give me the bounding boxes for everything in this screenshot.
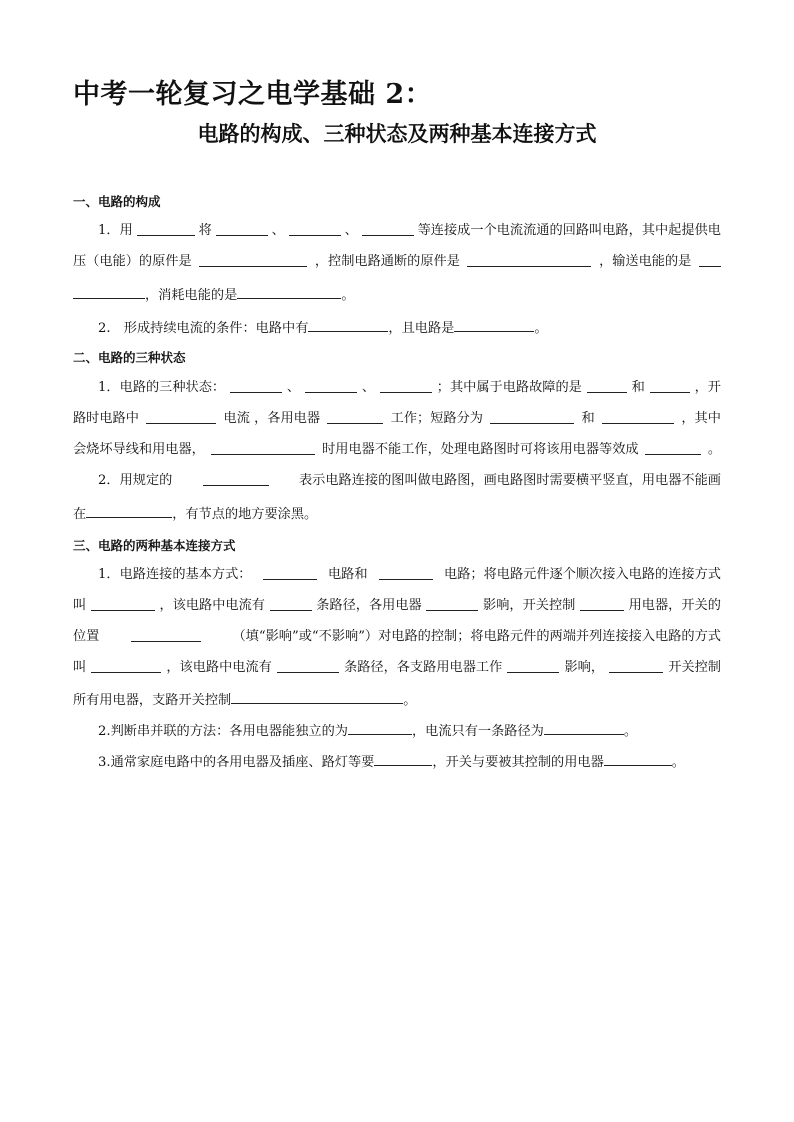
text-segment: 2．用规定的 (98, 473, 173, 488)
answer-blank[interactable] (305, 379, 357, 393)
text-segment: ，该电路中电流有 (166, 660, 272, 675)
text-segment: 表示电路连接的图叫做电路图，画电路图时需要横平竖直，用电器不能画 (298, 473, 721, 488)
text-segment: 影响，开关控制 (483, 598, 576, 613)
answer-blank[interactable] (230, 379, 282, 393)
answer-blank[interactable] (263, 566, 317, 580)
answer-blank[interactable] (380, 379, 432, 393)
text-segment: 将 (198, 223, 212, 238)
text-segment: 条路径，各用电器 (316, 598, 422, 613)
text-segment: 。 (403, 693, 417, 708)
text-segment: 时用电器不能工作，处理电路图时可将该用电器等效成 (322, 442, 639, 457)
text-segment: 在 (73, 507, 87, 522)
answer-blank[interactable] (289, 222, 341, 236)
text-segment: 用电器，开关的 (628, 598, 721, 613)
text-segment: 位置 (73, 629, 100, 644)
answer-blank[interactable] (211, 441, 315, 455)
text-segment: 和 (631, 380, 645, 395)
answer-blank[interactable] (580, 597, 624, 611)
answer-blank[interactable] (237, 285, 341, 299)
s2-q1-line-1 (98, 379, 721, 397)
text-segment: ，开 (694, 380, 721, 395)
s1-q1-line-2 (73, 253, 721, 271)
s3-q1-line-1 (98, 566, 721, 584)
answer-blank[interactable] (604, 752, 672, 766)
text-segment: 1．用 (98, 223, 133, 238)
answer-blank[interactable] (327, 410, 383, 424)
s1-q1-line-1 (98, 222, 721, 240)
text-segment: 等连接成一个电流流通的回路叫电路，其中起提供电 (417, 223, 721, 238)
s3-q1-line-2 (73, 597, 721, 615)
s1-q1-line-3 (73, 285, 721, 305)
text-segment: 所有用电器，支路开关控制 (73, 693, 232, 708)
text-segment: （填“影响”或“不影响”）对电路的控制；将电路元件的两端并列连接接入电路的方式 (232, 629, 721, 644)
text-segment: 。 (341, 288, 355, 303)
section-heading-3: 三、电路的两种基本连接方式 (73, 538, 236, 553)
text-segment: 、 (344, 223, 358, 238)
answer-blank[interactable] (216, 222, 268, 236)
answer-blank[interactable] (374, 752, 432, 766)
answer-blank[interactable] (699, 253, 721, 267)
answer-blank[interactable] (426, 597, 478, 611)
text-segment: ，有节点的地方要涂黑。 (172, 507, 318, 522)
answer-blank[interactable] (137, 222, 195, 236)
answer-blank[interactable] (650, 379, 690, 393)
text-segment: 电流 ，各用电器 (223, 411, 321, 426)
text-segment: 3.通常家庭电路中的各用电器及插座、路灯等要 (98, 755, 375, 770)
text-segment: 路时电路中 (73, 411, 139, 426)
answer-blank[interactable] (602, 410, 674, 424)
answer-blank[interactable] (467, 253, 591, 267)
text-segment: 叫 (73, 598, 87, 613)
answer-blank[interactable] (379, 566, 433, 580)
answer-blank[interactable] (645, 441, 701, 455)
text-segment: ，且电路是 (388, 321, 455, 336)
text-segment: ，电流只有一条路径为 (411, 724, 544, 739)
text-segment: 1．电路的三种状态： (98, 380, 226, 395)
text-segment: 工作；短路分为 (390, 411, 483, 426)
answer-blank[interactable] (609, 659, 663, 673)
text-segment: 和 (581, 411, 595, 426)
text-segment: 。 (623, 724, 638, 739)
text-segment: ，该电路中电流有 (159, 598, 265, 613)
s3-q2-line (98, 721, 721, 741)
text-segment: 。 (707, 442, 721, 457)
answer-blank[interactable] (490, 410, 574, 424)
page-subtitle: 电路的构成、三种状态及两种基本连接方式 (197, 121, 597, 146)
section-heading-1: 一、电路的构成 (73, 194, 161, 209)
text-segment: 2. 形成持续电流的条件：电路中有 (98, 321, 309, 336)
answer-blank[interactable] (507, 659, 559, 673)
s2-q1-line-3 (73, 441, 721, 459)
s3-q3-line (98, 752, 721, 772)
answer-blank[interactable] (544, 721, 624, 735)
answer-blank[interactable] (91, 597, 155, 611)
text-segment: 、 (361, 380, 376, 395)
answer-blank[interactable] (362, 222, 414, 236)
section-heading-2: 二、电路的三种状态 (73, 350, 186, 365)
answer-blank[interactable] (308, 318, 388, 332)
answer-blank[interactable] (454, 318, 534, 332)
answer-blank[interactable] (199, 253, 307, 267)
answer-blank[interactable] (203, 472, 269, 486)
text-segment: 叫 (73, 660, 87, 675)
text-segment: 影响， (564, 660, 605, 675)
text-segment: 条路径，各支路用电器工作 (344, 660, 503, 675)
s3-q1-line-4 (73, 659, 721, 677)
text-segment: 电路和 (327, 567, 368, 582)
answer-blank[interactable] (270, 597, 312, 611)
answer-blank[interactable] (231, 690, 403, 704)
text-segment: 。 (534, 321, 548, 336)
text-segment: ，开关与要被其控制的用电器 (432, 755, 604, 770)
text-segment: 会烧坏导线和用电器， (73, 442, 205, 457)
s2-q2-line-2 (73, 504, 721, 524)
answer-blank[interactable] (73, 285, 145, 299)
answer-blank[interactable] (146, 410, 216, 424)
s2-q2-line-1 (98, 472, 721, 490)
s3-q1-line-3 (73, 628, 721, 646)
s3-q1-line-5 (73, 690, 721, 710)
text-segment: 开关控制 (668, 660, 721, 675)
text-segment: 压（电能）的原件是 (73, 254, 192, 269)
text-segment: ，其中 (681, 411, 721, 426)
page-title: 中考一轮复习之电学基础 2： (73, 79, 433, 110)
answer-blank[interactable] (348, 721, 412, 735)
text-segment: ，消耗电能的是 (145, 288, 238, 303)
s2-q1-line-2 (73, 410, 721, 428)
answer-blank[interactable] (131, 628, 201, 642)
text-segment: 1．电路连接的基本方式： (98, 567, 252, 582)
text-segment: 、 (286, 380, 301, 395)
text-segment: 电路；将电路元件逐个顺次接入电路的连接方式 (444, 567, 721, 582)
text-segment: 、 (271, 223, 285, 238)
text-segment: ；其中属于电路故障的是 (436, 380, 582, 395)
text-segment: 2.判断串并联的方法：各用电器能独立的为 (98, 724, 348, 739)
text-segment: 。 (671, 755, 685, 770)
s1-q2-line (98, 318, 721, 338)
text-segment: ，控制电路通断的原件是 (314, 254, 460, 269)
answer-blank[interactable] (91, 659, 161, 673)
answer-blank[interactable] (277, 659, 339, 673)
answer-blank[interactable] (587, 379, 627, 393)
text-segment: ，输送电能的是 (599, 254, 692, 269)
answer-blank[interactable] (86, 504, 172, 518)
